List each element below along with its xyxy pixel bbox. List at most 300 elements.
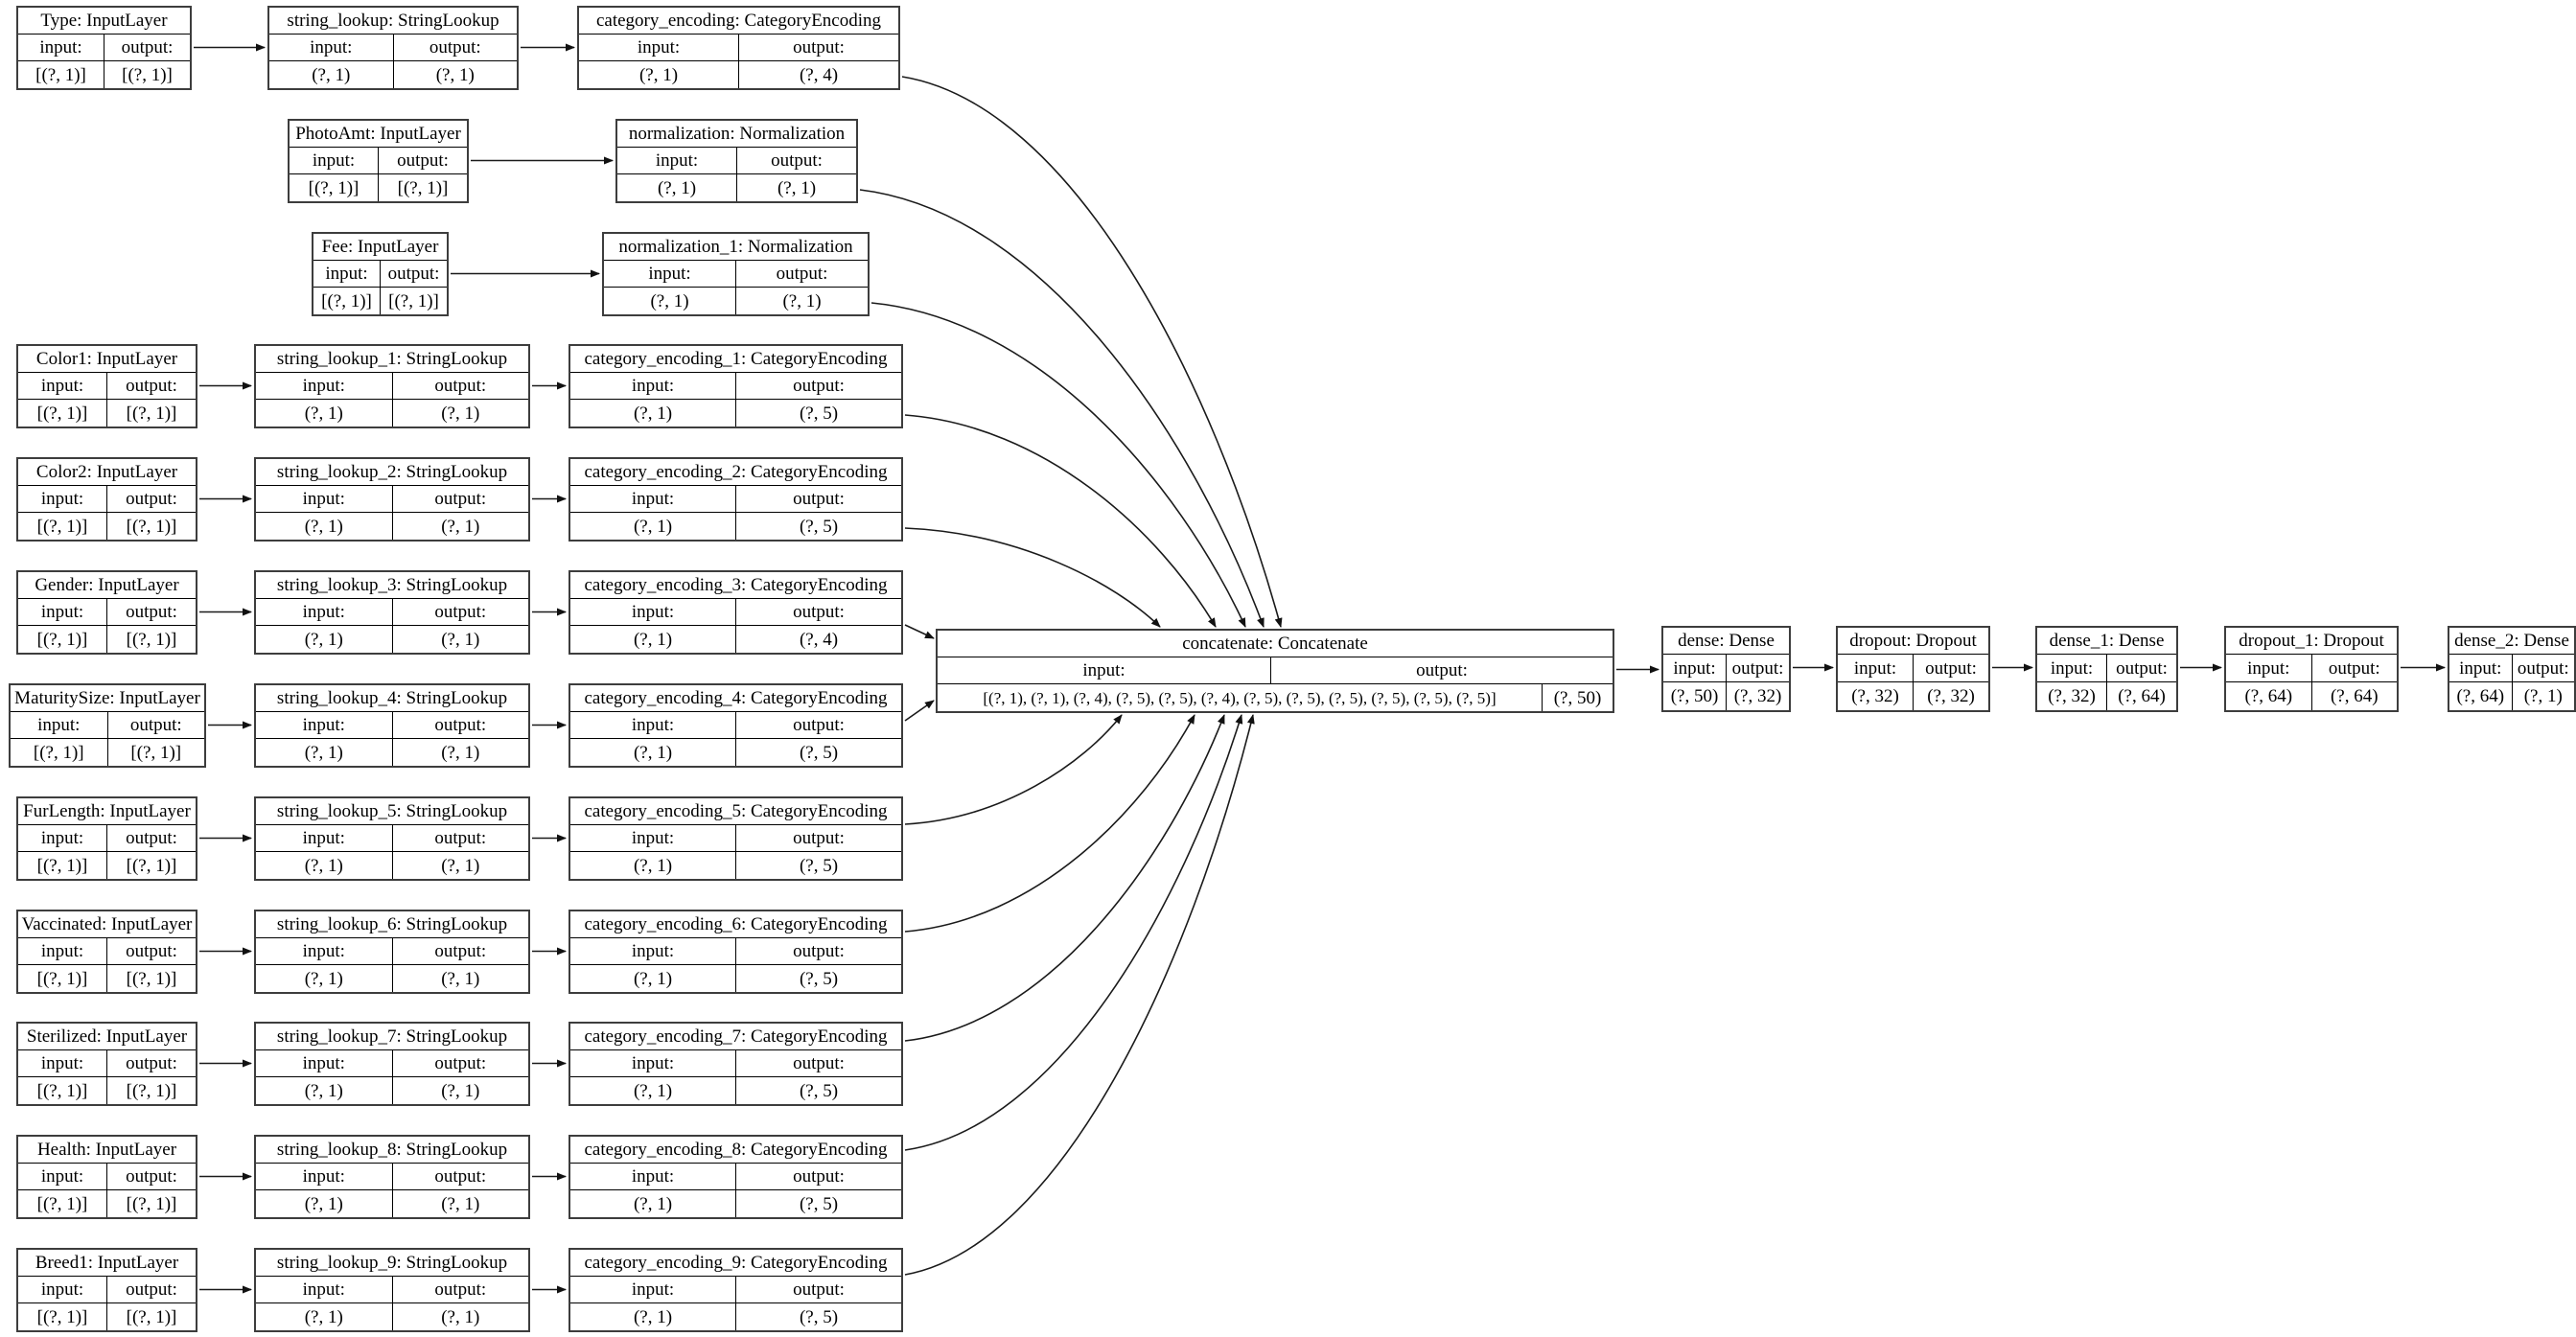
io-shape-row [18, 513, 196, 540]
input-shape: (?, 1) [304, 1306, 343, 1327]
output-shape: (?, 32) [1913, 682, 1988, 710]
input-label: input: [18, 1050, 106, 1077]
io-label-row [18, 373, 196, 400]
output-shape: [(?, 1)] [106, 965, 196, 992]
layer-title: dropout: Dropout [1838, 628, 1988, 655]
layer-node-category_encoding_4 [569, 683, 903, 768]
layer-node-category_encoding_8 [569, 1135, 903, 1219]
io-label-row [256, 712, 528, 739]
io-label-row [256, 1164, 528, 1190]
layer-title: FurLength: InputLayer [18, 798, 196, 825]
input-label: input: [604, 261, 735, 288]
output-shape: (?, 1) [2512, 682, 2575, 710]
layer-title: MaturitySize: InputLayer [11, 685, 204, 712]
io-label-row [617, 148, 856, 174]
io-label-row [570, 712, 901, 739]
input-label: input: [256, 1277, 392, 1303]
input-shape: (?, 1) [633, 516, 673, 537]
output-label: output: [1726, 655, 1789, 682]
output-shape: (?, 50) [1542, 684, 1613, 711]
input-label: input: [18, 599, 106, 626]
output-shape: (?, 1) [392, 965, 529, 992]
layer-node-Color1 [16, 344, 197, 428]
io-label-row [256, 486, 528, 513]
layer-node-string_lookup_4 [254, 683, 530, 768]
output-label: output: [392, 1277, 529, 1303]
edge-category_encoding-to-concatenate [902, 77, 1281, 627]
layer-title: category_encoding_3: CategoryEncoding [570, 572, 901, 599]
io-label-row [18, 1050, 196, 1077]
input-shape: (?, 64) [2244, 686, 2293, 706]
output-shape: (?, 1) [392, 739, 529, 766]
io-label-row [570, 938, 901, 965]
input-shape: [(?, 1)] [321, 290, 372, 311]
input-shape: (?, 1) [633, 1306, 673, 1327]
output-shape: (?, 5) [735, 965, 901, 992]
input-shape: (?, 32) [1851, 686, 1899, 706]
io-shape-row [2226, 682, 2397, 710]
io-label-row [2449, 655, 2574, 682]
layer-title: string_lookup: StringLookup [269, 8, 517, 35]
output-shape: (?, 5) [735, 852, 901, 879]
io-label-row [570, 1277, 901, 1303]
input-label: input: [570, 938, 735, 965]
output-shape: [(?, 1)] [378, 174, 467, 201]
output-label: output: [106, 486, 196, 513]
input-label: input: [18, 486, 106, 513]
output-shape: (?, 5) [735, 400, 901, 426]
layer-node-string_lookup_7 [254, 1022, 530, 1106]
input-label: input: [256, 825, 392, 852]
input-label: input: [2449, 655, 2512, 682]
io-label-row [18, 599, 196, 626]
input-label: input: [256, 1050, 392, 1077]
io-shape-row [18, 965, 196, 992]
input-label: input: [18, 35, 104, 61]
output-shape: (?, 5) [735, 513, 901, 540]
io-shape-row [256, 1303, 528, 1330]
input-label: input: [617, 148, 736, 174]
layer-title: string_lookup_4: StringLookup [256, 685, 528, 712]
input-shape: (?, 1) [633, 403, 673, 424]
layer-title: category_encoding_4: CategoryEncoding [570, 685, 901, 712]
edge-category_encoding_5-to-concatenate [905, 715, 1122, 824]
input-label: input: [313, 261, 380, 288]
output-shape: [(?, 1)] [106, 400, 196, 426]
layer-node-string_lookup_8 [254, 1135, 530, 1219]
output-shape: (?, 5) [735, 739, 901, 766]
io-shape-row [570, 965, 901, 992]
layer-node-Fee [312, 232, 449, 316]
output-label: output: [1913, 655, 1988, 682]
io-label-row [313, 261, 447, 288]
output-label: output: [735, 712, 901, 739]
io-shape-row [18, 626, 196, 653]
io-shape-row [256, 626, 528, 653]
output-label: output: [106, 1050, 196, 1077]
output-label: output: [106, 825, 196, 852]
layer-title: PhotoAmt: InputLayer [290, 121, 467, 148]
layer-title: normalization_1: Normalization [604, 234, 868, 261]
edge-category_encoding_9-to-concatenate [905, 715, 1253, 1275]
layer-node-string_lookup_1 [254, 344, 530, 428]
output-shape: (?, 1) [392, 513, 529, 540]
output-shape: (?, 1) [392, 400, 529, 426]
edge-category_encoding_4-to-concatenate [905, 701, 934, 721]
layer-node-string_lookup_6 [254, 910, 530, 994]
output-label: output: [735, 938, 901, 965]
input-shape: [(?, 1)] [308, 177, 360, 198]
layer-title: string_lookup_3: StringLookup [256, 572, 528, 599]
input-shape: (?, 1) [304, 516, 343, 537]
input-shape: [(?, 1)] [36, 629, 88, 650]
layer-title: category_encoding: CategoryEncoding [579, 8, 898, 35]
io-shape-row [2449, 682, 2574, 710]
layer-node-Health [16, 1135, 197, 1219]
edge-category_encoding_6-to-concatenate [905, 715, 1195, 932]
io-shape-row [570, 1190, 901, 1217]
layer-node-Color2 [16, 457, 197, 542]
input-label: input: [18, 825, 106, 852]
io-shape-row [18, 1303, 196, 1330]
input-shape: (?, 1) [304, 1193, 343, 1214]
output-shape: (?, 5) [735, 1077, 901, 1104]
io-label-row [18, 35, 190, 61]
io-shape-row [256, 739, 528, 766]
input-shape: [(?, 1)] [33, 742, 84, 763]
layer-node-category_encoding_7 [569, 1022, 903, 1106]
output-shape: [(?, 1)] [106, 1190, 196, 1217]
layer-title: string_lookup_6: StringLookup [256, 911, 528, 938]
layer-node-dropout_1 [2224, 626, 2399, 712]
input-label: input: [11, 712, 107, 739]
output-shape: (?, 1) [392, 852, 529, 879]
io-shape-row [2037, 682, 2176, 710]
io-label-row [269, 35, 517, 61]
io-shape-row [579, 61, 898, 88]
output-label: output: [106, 373, 196, 400]
output-shape: (?, 1) [735, 288, 868, 314]
input-shape: [(?, 1)] [36, 403, 88, 424]
layer-node-category_encoding_5 [569, 796, 903, 881]
output-label: output: [107, 712, 205, 739]
io-shape-row [938, 684, 1613, 711]
layer-node-concatenate [936, 629, 1614, 713]
input-label: input: [256, 599, 392, 626]
output-shape: (?, 1) [393, 61, 518, 88]
layer-node-Sterilized [16, 1022, 197, 1106]
layer-node-normalization_1 [602, 232, 870, 316]
layer-node-Vaccinated [16, 910, 197, 994]
input-label: input: [18, 938, 106, 965]
layer-title: dropout_1: Dropout [2226, 628, 2397, 655]
io-label-row [256, 1277, 528, 1303]
output-shape: (?, 64) [2106, 682, 2176, 710]
input-shape: (?, 1) [633, 742, 673, 763]
layer-title: Type: InputLayer [18, 8, 190, 35]
io-shape-row [290, 174, 467, 201]
io-label-row [604, 261, 868, 288]
io-shape-row [570, 1303, 901, 1330]
output-label: output: [106, 599, 196, 626]
layer-node-category_encoding [577, 6, 900, 90]
output-label: output: [392, 373, 529, 400]
input-label: input: [570, 1164, 735, 1190]
layer-title: string_lookup_2: StringLookup [256, 459, 528, 486]
io-label-row [570, 373, 901, 400]
input-label: input: [570, 486, 735, 513]
io-shape-row [18, 400, 196, 426]
output-label: output: [106, 938, 196, 965]
edge-category_encoding_7-to-concatenate [905, 715, 1224, 1041]
io-label-row [256, 938, 528, 965]
input-label: input: [269, 35, 393, 61]
input-label: input: [18, 373, 106, 400]
layer-title: string_lookup_1: StringLookup [256, 346, 528, 373]
input-shape: (?, 64) [2456, 686, 2505, 706]
layer-node-category_encoding_3 [569, 570, 903, 655]
layer-title: string_lookup_7: StringLookup [256, 1024, 528, 1050]
io-shape-row [570, 852, 901, 879]
layer-node-dense_2 [2448, 626, 2576, 712]
input-label: input: [18, 1164, 106, 1190]
input-shape: (?, 1) [633, 855, 673, 876]
layer-title: Color1: InputLayer [18, 346, 196, 373]
io-shape-row [256, 513, 528, 540]
input-label: input: [18, 1277, 106, 1303]
output-shape: (?, 1) [736, 174, 856, 201]
layer-node-Type [16, 6, 192, 90]
output-shape: (?, 5) [735, 1303, 901, 1330]
layer-node-string_lookup_3 [254, 570, 530, 655]
layer-node-MaturitySize [9, 683, 206, 768]
output-shape: [(?, 1)] [106, 513, 196, 540]
input-label: input: [1663, 655, 1726, 682]
io-shape-row [1838, 682, 1988, 710]
input-label: input: [570, 712, 735, 739]
output-label: output: [106, 1277, 196, 1303]
input-label: input: [570, 825, 735, 852]
output-label: output: [106, 1164, 196, 1190]
io-shape-row [256, 1077, 528, 1104]
layer-node-category_encoding_6 [569, 910, 903, 994]
layer-title: category_encoding_9: CategoryEncoding [570, 1250, 901, 1277]
input-shape: (?, 1) [304, 968, 343, 989]
output-label: output: [380, 261, 447, 288]
layer-node-string_lookup_2 [254, 457, 530, 542]
output-shape: [(?, 1)] [107, 739, 205, 766]
output-shape: (?, 1) [392, 1077, 529, 1104]
io-label-row [2037, 655, 2176, 682]
output-label: output: [392, 1050, 529, 1077]
io-label-row [18, 825, 196, 852]
input-shape: [(?, 1)] [36, 968, 88, 989]
output-label: output: [392, 599, 529, 626]
input-label: input: [1838, 655, 1913, 682]
io-label-row [256, 825, 528, 852]
layer-node-category_encoding_9 [569, 1248, 903, 1332]
io-label-row [256, 373, 528, 400]
input-label: input: [579, 35, 738, 61]
layer-title: Breed1: InputLayer [18, 1250, 196, 1277]
output-shape: (?, 4) [738, 61, 898, 88]
output-shape: [(?, 1)] [106, 852, 196, 879]
input-shape: [(?, 1)] [36, 1080, 88, 1101]
io-label-row [256, 1050, 528, 1077]
output-shape: [(?, 1)] [380, 288, 447, 314]
input-shape: [(?, 1), (?, 1), (?, 4), (?, 5), (?, 5), (?, 4), (?, 5), (?, 5), (?, 5), (?, 5), (?, 5), (?, 5)] [983, 688, 1497, 707]
io-label-row [290, 148, 467, 174]
io-label-row [18, 1277, 196, 1303]
layer-title: dense_2: Dense [2449, 628, 2574, 655]
io-label-row [570, 1050, 901, 1077]
input-label: input: [2037, 655, 2106, 682]
output-label: output: [735, 1277, 901, 1303]
layer-node-dropout [1836, 626, 1990, 712]
layer-node-dense_1 [2035, 626, 2178, 712]
output-label: output: [393, 35, 518, 61]
input-shape: (?, 1) [650, 290, 689, 311]
io-shape-row [570, 626, 901, 653]
layer-title: string_lookup_8: StringLookup [256, 1137, 528, 1164]
io-shape-row [617, 174, 856, 201]
layer-title: Fee: InputLayer [313, 234, 447, 261]
layer-node-string_lookup_9 [254, 1248, 530, 1332]
io-label-row [18, 486, 196, 513]
input-shape: [(?, 1)] [36, 516, 88, 537]
input-label: input: [2226, 655, 2311, 682]
layer-title: Color2: InputLayer [18, 459, 196, 486]
output-shape: (?, 5) [735, 1190, 901, 1217]
io-shape-row [570, 1077, 901, 1104]
layer-title: normalization: Normalization [617, 121, 856, 148]
layer-title: concatenate: Concatenate [938, 631, 1613, 657]
layer-title: category_encoding_7: CategoryEncoding [570, 1024, 901, 1050]
layer-title: category_encoding_8: CategoryEncoding [570, 1137, 901, 1164]
io-shape-row [570, 739, 901, 766]
layer-node-category_encoding_2 [569, 457, 903, 542]
io-label-row [570, 486, 901, 513]
layer-title: string_lookup_5: StringLookup [256, 798, 528, 825]
input-label: input: [570, 373, 735, 400]
io-shape-row [570, 400, 901, 426]
output-label: output: [735, 261, 868, 288]
output-label: output: [735, 599, 901, 626]
layer-title: category_encoding_5: CategoryEncoding [570, 798, 901, 825]
io-label-row [570, 599, 901, 626]
output-shape: (?, 4) [735, 626, 901, 653]
layer-title: Vaccinated: InputLayer [18, 911, 196, 938]
layer-title: string_lookup_9: StringLookup [256, 1250, 528, 1277]
output-shape: [(?, 1)] [104, 61, 190, 88]
io-shape-row [18, 61, 190, 88]
io-shape-row [313, 288, 447, 314]
output-shape: (?, 32) [1726, 682, 1789, 710]
output-shape: [(?, 1)] [106, 1077, 196, 1104]
input-shape: [(?, 1)] [36, 1306, 88, 1327]
layer-node-category_encoding_1 [569, 344, 903, 428]
input-shape: [(?, 1)] [36, 1193, 88, 1214]
io-shape-row [256, 965, 528, 992]
input-label: input: [570, 599, 735, 626]
input-shape: (?, 1) [304, 742, 343, 763]
input-shape: (?, 1) [633, 629, 673, 650]
input-shape: (?, 1) [304, 403, 343, 424]
input-label: input: [256, 712, 392, 739]
input-shape: (?, 1) [633, 1193, 673, 1214]
output-label: output: [735, 825, 901, 852]
io-label-row [2226, 655, 2397, 682]
output-label: output: [735, 1164, 901, 1190]
layer-node-Gender [16, 570, 197, 655]
input-shape: (?, 1) [638, 64, 679, 85]
output-shape: (?, 1) [392, 1303, 529, 1330]
output-shape: (?, 64) [2311, 682, 2398, 710]
layer-title: dense: Dense [1663, 628, 1789, 655]
io-label-row [1838, 655, 1988, 682]
output-label: output: [392, 1164, 529, 1190]
input-label: input: [256, 373, 392, 400]
input-shape: (?, 1) [657, 177, 697, 198]
edge-category_encoding_1-to-concatenate [905, 415, 1216, 627]
io-shape-row [18, 1190, 196, 1217]
output-shape: (?, 1) [392, 1190, 529, 1217]
input-shape: (?, 1) [633, 1080, 673, 1101]
output-label: output: [2106, 655, 2176, 682]
input-label: input: [256, 1164, 392, 1190]
output-label: output: [2311, 655, 2398, 682]
output-label: output: [392, 712, 529, 739]
layer-node-Breed1 [16, 1248, 197, 1332]
input-label: input: [570, 1050, 735, 1077]
output-label: output: [736, 148, 856, 174]
layer-title: Sterilized: InputLayer [18, 1024, 196, 1050]
layer-node-string_lookup_5 [254, 796, 530, 881]
input-shape: (?, 1) [304, 855, 343, 876]
input-shape: (?, 1) [304, 1080, 343, 1101]
layer-title: category_encoding_2: CategoryEncoding [570, 459, 901, 486]
edge-category_encoding_8-to-concatenate [905, 715, 1242, 1150]
output-shape: [(?, 1)] [106, 1303, 196, 1330]
output-shape: [(?, 1)] [106, 626, 196, 653]
input-shape: (?, 1) [304, 629, 343, 650]
layer-node-string_lookup [267, 6, 519, 90]
io-shape-row [256, 1190, 528, 1217]
output-label: output: [392, 486, 529, 513]
io-label-row [1663, 655, 1789, 682]
input-shape: (?, 32) [2048, 686, 2096, 706]
io-shape-row [604, 288, 868, 314]
input-shape: (?, 50) [1670, 686, 1719, 706]
input-label: input: [256, 938, 392, 965]
output-label: output: [104, 35, 190, 61]
output-label: output: [1270, 657, 1613, 684]
output-label: output: [392, 938, 529, 965]
io-label-row [11, 712, 204, 739]
io-shape-row [256, 852, 528, 879]
input-shape: (?, 1) [633, 968, 673, 989]
io-shape-row [18, 852, 196, 879]
layer-node-dense [1661, 626, 1791, 712]
io-shape-row [570, 513, 901, 540]
io-label-row [938, 657, 1613, 684]
io-shape-row [18, 1077, 196, 1104]
layer-node-normalization [615, 119, 858, 203]
layer-title: Gender: InputLayer [18, 572, 196, 599]
edge-category_encoding_2-to-concatenate [905, 528, 1160, 627]
layer-title: category_encoding_6: CategoryEncoding [570, 911, 901, 938]
output-label: output: [735, 1050, 901, 1077]
